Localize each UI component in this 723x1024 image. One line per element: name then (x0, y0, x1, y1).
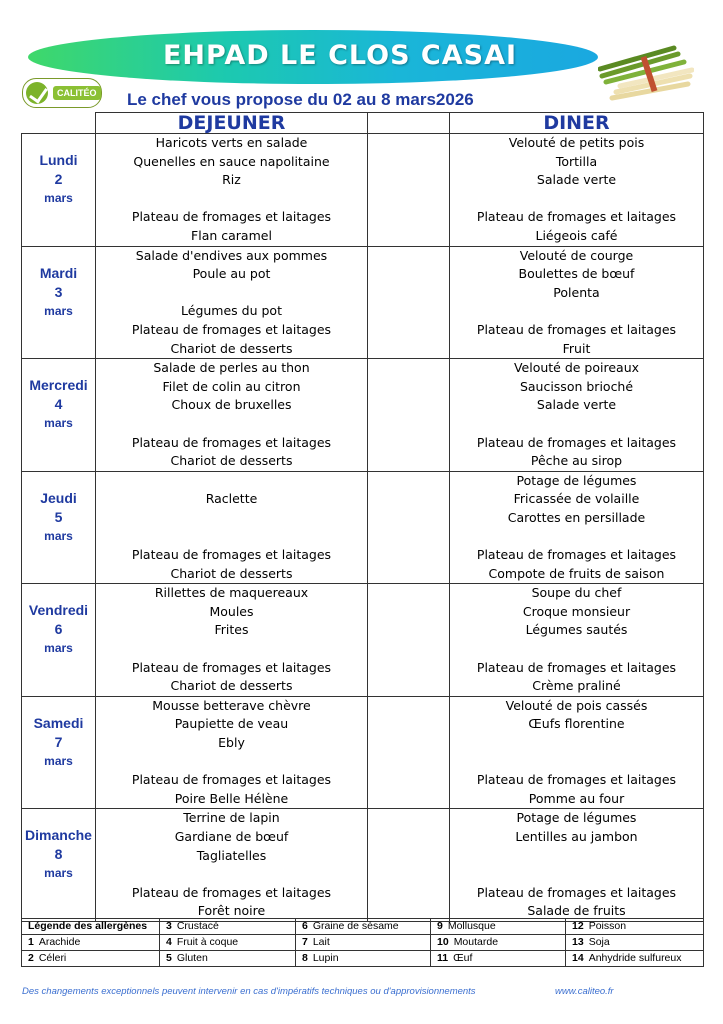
day-date: 3 (54, 283, 63, 300)
legend-item: 9 Mollusque (431, 919, 566, 935)
dish-item: Velouté de pois cassés (505, 697, 648, 713)
legend-item: 13 Soja (566, 935, 704, 951)
spacer-cell (368, 246, 450, 359)
dish-item (450, 190, 703, 209)
day-date: 2 (54, 171, 63, 187)
dinner-cell (450, 471, 704, 584)
day-date: 5 (54, 508, 63, 525)
dish-item: Plateau de fromages et laitages (476, 547, 677, 563)
dish-item: Poire Belle Hélène (174, 790, 289, 806)
dish-item: Fricassée de volaille (513, 491, 640, 507)
footer-note: Des changements exceptionnels peuvent intervenir en cas d'impératifs techniques ou d'approvisionnements (22, 986, 476, 997)
dish-item (96, 472, 367, 491)
dish-item: Salade verte (536, 397, 617, 413)
dish-item (450, 640, 703, 659)
day-label (22, 471, 96, 584)
dinner-cell (450, 134, 704, 247)
day-row (22, 246, 704, 359)
dish-item: Compote de fruits de saison (488, 565, 665, 581)
dish-item: Soupe du chef (531, 585, 622, 601)
dish-item: Pomme au four (528, 790, 625, 806)
dish-item (450, 734, 703, 753)
dish-item: Liégeois café (535, 227, 618, 243)
dish-item: Plateau de fromages et laitages (131, 434, 332, 450)
day-label (22, 584, 96, 697)
dish-item: Plateau de fromages et laitages (476, 434, 677, 450)
dish-item: Plateau de fromages et laitages (131, 884, 332, 900)
dish-item: Forêt noire (197, 903, 266, 919)
day-date: 4 (54, 396, 63, 413)
dish-item: Plateau de fromages et laitages (476, 659, 677, 675)
day-month: mars (44, 191, 73, 205)
day-date: 8 (54, 846, 63, 863)
day-label (22, 359, 96, 472)
dish-item: Tortilla (555, 153, 598, 169)
dinner-cell (450, 584, 704, 697)
legend-item: 12 Poisson (566, 919, 704, 935)
dish-item (96, 190, 367, 209)
dish-item (96, 415, 367, 434)
legend-item: 5 Gluten (160, 951, 296, 967)
dish-item (450, 302, 703, 321)
lunch-cell (96, 359, 368, 472)
dish-item (450, 527, 703, 546)
allergen-legend (21, 918, 704, 967)
day-month: mars (44, 303, 73, 318)
dish-item (96, 753, 367, 772)
dish-item (96, 527, 367, 546)
dinner-cell (450, 246, 704, 359)
dish-item: Ebly (218, 735, 245, 750)
caliteo-logo (22, 78, 102, 108)
dinner-cell (450, 696, 704, 809)
spacer-cell (368, 809, 450, 922)
day-name: Lundi (39, 152, 78, 168)
dish-item: Riz (222, 172, 241, 188)
dish-item: Velouté de courge (519, 247, 634, 263)
dish-item: Velouté de poireaux (513, 360, 640, 376)
dish-item: Filet de colin au citron (162, 378, 301, 394)
day-month: mars (44, 866, 73, 881)
legend-item: 2 Céleri (22, 951, 160, 967)
legend-title: Légende des allergènes (22, 919, 160, 935)
day-month: mars (44, 753, 73, 768)
day-row (22, 696, 704, 809)
dish-item: Légumes du pot (181, 303, 282, 319)
header-spacer (368, 113, 450, 134)
legend-item: 6 Graine de sésame (296, 919, 431, 935)
legend-item: 11 Œuf (431, 951, 566, 967)
menu-subtitle: Le chef vous propose du 02 au 8 mars2026 (127, 90, 474, 109)
legend-item: 7 Lait (296, 935, 431, 951)
dish-item: Boulettes de bœuf (518, 266, 635, 282)
dish-item: Flan caramel (191, 227, 272, 243)
dish-item: Gardiane de bœuf (174, 828, 289, 844)
day-name: Mardi (39, 264, 78, 281)
dish-item: Choux de bruxelles (171, 397, 292, 413)
dish-item: Plateau de fromages et laitages (131, 772, 332, 788)
dish-item: Plateau de fromages et laitages (131, 659, 332, 675)
day-date: 6 (54, 621, 63, 638)
legend-row (22, 919, 704, 935)
day-row (22, 134, 704, 247)
dish-item: Carottes en persillade (507, 509, 646, 525)
spacer-cell (368, 359, 450, 472)
dish-item: Paupiette de veau (174, 716, 289, 732)
legend-item: 10 Moutarde (431, 935, 566, 951)
legend-item: 8 Lupin (296, 951, 431, 967)
dish-item (450, 753, 703, 772)
dish-item: Plateau de fromages et laitages (476, 772, 677, 788)
dish-item: Chariot de desserts (170, 565, 293, 581)
dish-item: Terrine de lapin (183, 810, 280, 826)
dish-item (450, 847, 703, 866)
day-row (22, 809, 704, 922)
legend-row (22, 951, 704, 967)
dish-item: Légumes sautés (525, 622, 628, 638)
dish-item: Lentilles au jambon (515, 828, 638, 844)
dish-item (96, 284, 367, 303)
day-month: mars (44, 528, 73, 543)
dish-item: Pêche au sirop (530, 453, 623, 469)
legend-item: 4 Fruit à coque (160, 935, 296, 951)
dish-item: Crème praliné (532, 678, 621, 694)
day-date: 7 (54, 733, 63, 750)
dish-item: Rillettes de maquereaux (154, 585, 309, 601)
spacer-cell (368, 696, 450, 809)
dinner-cell (450, 809, 704, 922)
weekly-menu-table (21, 112, 704, 922)
dish-item: Raclette (205, 491, 258, 507)
asparagus-icon (598, 36, 694, 102)
day-row (22, 584, 704, 697)
dish-item (450, 865, 703, 884)
dish-item: Salade de fruits (527, 903, 626, 919)
day-label (22, 809, 96, 922)
lunch-cell (96, 246, 368, 359)
legend-item: 3 Crustacé (160, 919, 296, 935)
dish-item: Salade d'endives aux pommes (135, 247, 328, 263)
day-month: mars (44, 641, 73, 656)
day-row (22, 471, 704, 584)
dish-item: Poule au pot (192, 266, 271, 282)
lunch-cell (96, 471, 368, 584)
dish-item: Tagliatelles (196, 847, 267, 863)
check-leaf-icon (26, 82, 48, 104)
dish-item: Haricots verts en salade (155, 135, 308, 150)
dish-item: Polenta (553, 284, 600, 300)
day-name: Samedi (33, 714, 84, 731)
spacer-cell (368, 471, 450, 584)
day-row (22, 359, 704, 472)
dish-item (96, 509, 367, 528)
dish-item: Velouté de petits pois (508, 135, 645, 150)
legend-item: 14 Anhydride sulfureux (566, 951, 704, 967)
dish-item: Plateau de fromages et laitages (131, 209, 332, 225)
dish-item: Potage de légumes (516, 472, 637, 488)
dish-item: Quenelles en sauce napolitaine (133, 153, 330, 169)
dish-item: Frites (214, 622, 249, 638)
dish-item: Salade de perles au thon (153, 360, 310, 376)
spacer-cell (368, 584, 450, 697)
lunch-cell (96, 584, 368, 697)
day-name: Vendredi (28, 602, 89, 619)
dish-item (450, 415, 703, 434)
logo-text: CALITÉO (53, 86, 101, 100)
footer-url[interactable]: www.caliteo.fr (555, 986, 614, 997)
dish-item: Saucisson brioché (519, 378, 634, 394)
dish-item: Moules (209, 603, 254, 619)
legend-row (22, 935, 704, 951)
day-label (22, 246, 96, 359)
day-label (22, 696, 96, 809)
day-name: Mercredi (29, 377, 88, 394)
legend-item: 1 Arachide (22, 935, 160, 951)
dish-item: Chariot de desserts (170, 340, 293, 356)
day-month: mars (44, 416, 73, 431)
day-name: Dimanche (25, 827, 92, 844)
dish-item (96, 640, 367, 659)
header-blank (22, 113, 96, 134)
menu-header-row (22, 113, 704, 134)
dish-item: Fruit (562, 340, 591, 356)
dish-item: Croque monsieur (522, 603, 631, 619)
dish-item: Mousse betterave chèvre (152, 697, 311, 713)
dish-item: Plateau de fromages et laitages (476, 884, 677, 900)
header-lunch: DEJEUNER (96, 113, 368, 134)
dinner-cell (450, 359, 704, 472)
dish-item: Salade verte (536, 172, 617, 188)
dish-item: Œufs florentine (528, 716, 625, 732)
lunch-cell (96, 696, 368, 809)
day-label (22, 134, 96, 247)
dish-item: Plateau de fromages et laitages (131, 321, 332, 337)
dish-item: Plateau de fromages et laitages (476, 209, 677, 225)
dish-item: Chariot de desserts (170, 678, 293, 694)
dish-item: Potage de légumes (516, 810, 637, 826)
header-dinner: DINER (450, 113, 704, 134)
dish-item: Plateau de fromages et laitages (476, 321, 677, 337)
dish-item: Chariot de desserts (170, 453, 293, 469)
day-name: Jeudi (40, 489, 77, 506)
page-title: EHPAD LE CLOS CASAI (162, 40, 518, 71)
dish-item (96, 865, 367, 884)
lunch-cell (96, 809, 368, 922)
dish-item: Plateau de fromages et laitages (131, 547, 332, 563)
spacer-cell (368, 134, 450, 247)
lunch-cell (96, 134, 368, 247)
